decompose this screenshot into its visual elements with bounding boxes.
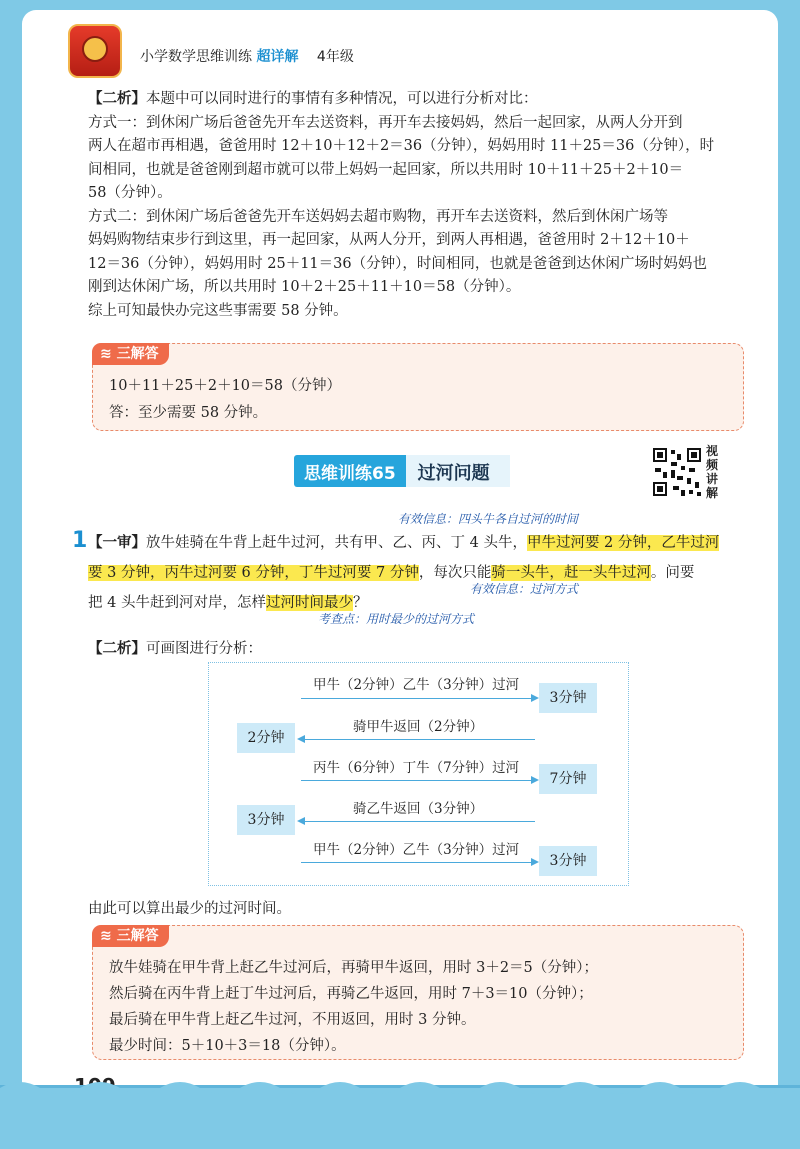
prev-answer-head: ≋ 三解答 — [92, 343, 169, 365]
analysis-conclusion — [88, 898, 748, 922]
prev-analysis-intro: 本题中可以同时进行的事情有多种情况，可以进行分析对比： — [146, 91, 538, 107]
arrow-heads — [209, 663, 630, 887]
note-valid-info-method: 有效信息：过河方式 — [470, 582, 579, 596]
prev-analysis-tag: 【二析】 — [88, 91, 146, 107]
question-number: 1 — [72, 528, 88, 553]
question-text — [88, 528, 748, 618]
answer-line: 最少时间：5＋10＋3＝18（分钟）。 — [109, 1038, 346, 1054]
qr-code[interactable] — [651, 446, 703, 498]
diagram-time-box: 2分钟 — [237, 723, 295, 753]
diagram-step-label: 骑乙牛返回（3分钟） — [353, 801, 484, 817]
question-line2: ，每次只能 — [418, 565, 492, 581]
analysis-tag: 【二析】 — [88, 641, 146, 657]
prev-answer-line: 10＋11＋25＋2＋10＝58（分钟） — [109, 378, 341, 394]
highlight-info: 要 3 分钟，丙牛过河要 6 分钟，丁牛过河要 7 分钟 — [88, 565, 419, 581]
section-topic: 过河问题 — [406, 455, 510, 487]
prev-analysis-line: 妈妈购物结束步行到这里，再一起回家，从两人分开，到两人再相遇，爸爸用时 2＋12＋10＋ — [88, 232, 690, 248]
answer-line: 最后骑在甲牛背上赶乙牛过河，不用返回，用时 3 分钟。 — [109, 1012, 476, 1028]
analysis-after: 由此可以算出最少的过河时间。 — [88, 901, 291, 917]
diagram-step-label: 甲牛（2分钟）乙牛（3分钟）过河 — [313, 842, 520, 858]
prev-analysis-line: 间相同，也就是爸爸刚到超市就可以带上妈妈一起回家，所以共用时 10＋11＋25＋2＋10＝ — [88, 161, 684, 178]
note-valid-info-times: 有效信息：四头牛各自过河的时间 — [398, 512, 579, 526]
header-title — [140, 46, 354, 66]
diagram-time-box: 3分钟 — [237, 805, 295, 835]
prev-answer-box — [92, 343, 744, 431]
analysis — [88, 638, 748, 662]
prev-analysis-line: 方式二：到休闲广场后爸爸先开车送妈妈去超市购物，再开车去送资料，然后到休闲广场等 — [88, 208, 668, 225]
grade-label: 4年级 — [316, 49, 354, 65]
section-number: 思维训练65 — [294, 455, 406, 487]
highlight-info: 过河时间最少 — [265, 595, 353, 611]
edition-name: 超详解 — [256, 49, 299, 65]
prev-analysis-line: 综上可知最快办完这些事需要 58 分钟。 — [88, 302, 348, 319]
prev-analysis — [88, 88, 748, 323]
answer-line: 放牛娃骑在甲牛背上赶乙牛过河后，再骑甲牛返回，用时 3＋2＝5（分钟）； — [109, 960, 599, 976]
video-label: 视频讲解 — [706, 444, 719, 500]
question-line2-end: 。问要 — [650, 565, 695, 581]
river-crossing-diagram — [208, 662, 629, 886]
diagram-time-box: 3分钟 — [539, 846, 597, 876]
publisher-logo — [68, 24, 122, 78]
diagram-time-box: 7分钟 — [539, 764, 597, 794]
question-tag: 【一审】 — [88, 535, 146, 551]
answer-box — [92, 925, 744, 1060]
prev-analysis-line: 方式一：到休闲广场后爸爸先开车去送资料，再开车去接妈妈，然后一起回家，从两人分开到 — [88, 114, 683, 131]
diagram-time-box: 3分钟 — [539, 683, 597, 713]
note-key-point: 考查点：用时最少的过河方式 — [318, 612, 475, 626]
answer-line: 然后骑在丙牛背上赶丁牛过河后，再骑乙牛返回，用时 7＋3＝10（分钟）； — [109, 986, 593, 1002]
answer-head: ≋ 三解答 — [92, 925, 169, 947]
prev-analysis-line: 58（分钟）。 — [88, 185, 172, 201]
diagram-step-label: 骑甲牛返回（2分钟） — [353, 719, 484, 735]
page-header — [60, 18, 760, 80]
diagram-step-label: 丙牛（6分钟）丁牛（7分钟）过河 — [313, 760, 520, 776]
prev-analysis-line: 刚到达休闲广场，所以共用时 10＋2＋25＋11＋10＝58（分钟）。 — [88, 279, 521, 295]
bottom-wave-decoration — [0, 1085, 800, 1149]
prev-analysis-line: 两人在超市再相遇，爸爸用时 12＋10＋12＋2＝36（分钟），妈妈用时 11＋25＝36（分钟），时 — [88, 138, 715, 154]
section-title — [294, 455, 510, 489]
diagram-step-label: 甲牛（2分钟）乙牛（3分钟）过河 — [313, 677, 520, 693]
highlight-info: 甲牛过河要 2 分钟，乙牛过河 — [526, 535, 720, 551]
analysis-text: 可画图进行分析： — [146, 641, 262, 657]
highlight-info: 骑一头牛，赶一头牛过河 — [491, 565, 651, 581]
question-line3: 把 4 头牛赶到河对岸，怎样 — [88, 595, 266, 611]
question-line3-end: ？ — [352, 595, 368, 611]
question-line1: 放牛娃骑在牛背上赶牛过河，共有甲、乙、丙、丁 4 头牛， — [146, 535, 527, 551]
series-name: 小学数学思维训练 — [140, 49, 252, 65]
prev-answer-line: 答：至少需要 58 分钟。 — [109, 405, 268, 421]
prev-analysis-line: 12＝36（分钟），妈妈用时 25＋11＝36（分钟），时间相同，也就是爸爸到达休闲广场时妈妈也 — [88, 255, 707, 272]
